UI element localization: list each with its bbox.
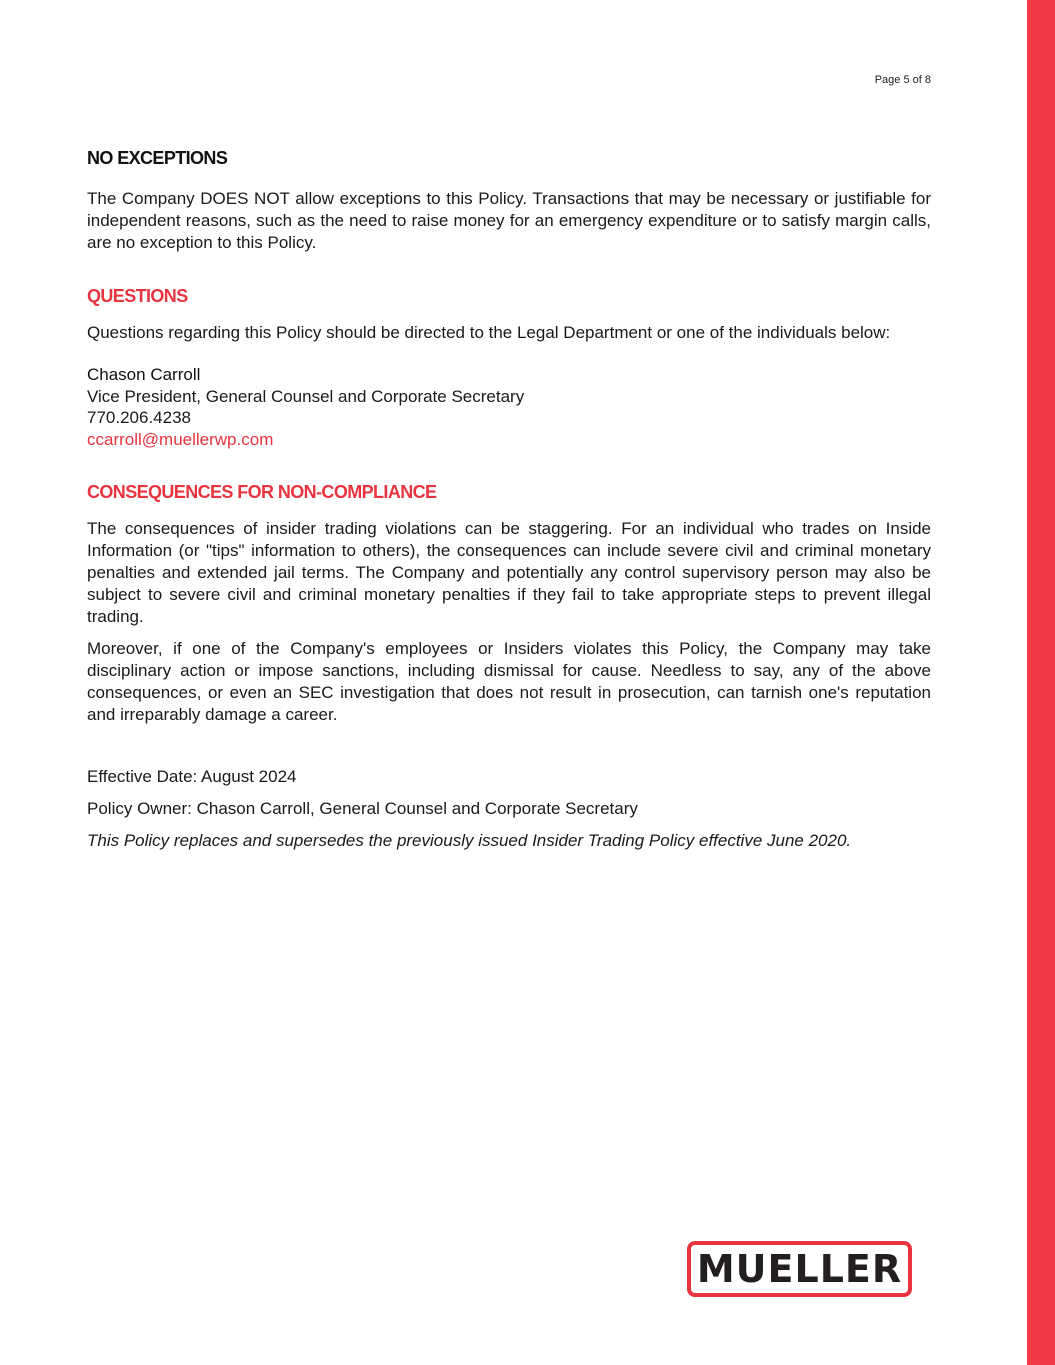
- policy-owner-label: Policy Owner:: [87, 799, 192, 818]
- contact-phone: 770.206.4238: [87, 408, 191, 427]
- policy-owner-value: Chason Carroll, General Counsel and Corporate Secretary: [191, 799, 638, 818]
- contact-email-link[interactable]: ccarroll@muellerwp.com: [87, 429, 274, 449]
- heading-consequences: CONSEQUENCES FOR NON-COMPLIANCE: [87, 482, 437, 502]
- consequences-paragraph-2: Moreover, if one of the Company's employees or Insiders violates this Policy, the Company may take disciplinary action or impose sanctions, including dismissal for cause. Needless to say, any of the above consequences, or even an SEC investigation that does not result in prosecution, can tarnish one's reputation and irreparably damage a career.: [87, 639, 931, 724]
- effective-date-value: August 2024: [197, 767, 297, 786]
- consequences-paragraph-1: The consequences of insider trading violations can be staggering. For an individual who trades on Inside Information (or "tips" information to others), the consequences can include severe civil and criminal monetary penalties and extended jail terms. The Company and potentially any control supervisory person may also be subject to severe civil and criminal monetary penalties if they fail to take appropriate steps to prevent illegal trading.: [87, 519, 931, 626]
- no-exceptions-paragraph: The Company DOES NOT allow exceptions to this Policy. Transactions that may be necessary or justifiable for independent reasons, such as the need to raise money for an emergency expenditure or to satisfy margin calls, are no exception to this Policy.: [87, 189, 931, 252]
- effective-date-line: [87, 766, 931, 788]
- page-number: Page 5 of 8: [874, 74, 931, 86]
- contact-title: Vice President, General Counsel and Corporate Secretary: [87, 386, 525, 406]
- questions-paragraph: Questions regarding this Policy should be directed to the Legal Department or one of the individuals below:: [87, 323, 891, 342]
- heading-no-exceptions: NO EXCEPTIONS: [87, 148, 228, 168]
- supersedes-note: This Policy replaces and supersedes the previously issued Insider Trading Policy effective June 2020.: [87, 831, 852, 850]
- contact-name: Chason Carroll: [87, 365, 201, 384]
- heading-questions: QUESTIONS: [87, 286, 188, 306]
- document-body: [87, 146, 931, 852]
- policy-owner-line: [87, 798, 931, 820]
- effective-date-label: Effective Date:: [87, 767, 198, 786]
- right-accent-bar: [1027, 0, 1055, 1365]
- mueller-logo: [687, 1241, 912, 1297]
- logo-text: MUELLER: [696, 1247, 903, 1291]
- contact-block: [87, 364, 931, 450]
